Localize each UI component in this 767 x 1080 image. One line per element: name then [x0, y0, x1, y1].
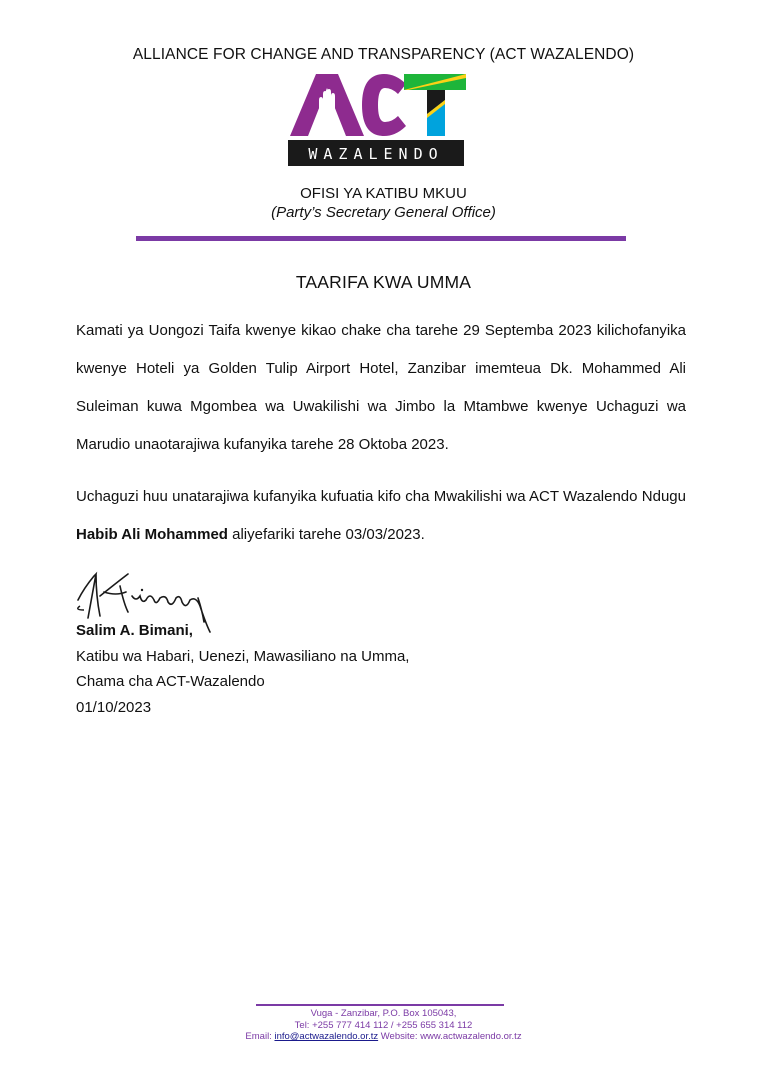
footer-address: Vuga - Zanzibar, P.O. Box 105043, [310, 1008, 457, 1019]
footer-email-link[interactable]: info@actwazalendo.or.tz [274, 1031, 379, 1042]
signatory-block [76, 618, 409, 720]
signatory-name: Salim A. Bimani, [76, 622, 193, 639]
footer-email-website [0, 1031, 767, 1043]
body-paragraph-1: Kamati ya Uongozi Taifa kwenye kikao chake cha tarehe 29 Septemba 2023 kilichofanyika kwenye Hoteli ya Golden Tulip Airport Hotel, Zanzibar imemteua Dk. Mohammed Ali Suleiman kuwa Mgombea wa Uwakilishi wa Jimbo la Mtambwe kwenye Uchaguzi wa Marudio unaotarajiwa kufanyika tarehe 28 Oktoba 2023. [76, 322, 686, 453]
document-date: 01/10/2023 [76, 698, 152, 716]
signatory-role: Katibu wa Habari, Uenezi, Mawasiliano na Umma, [76, 647, 410, 665]
footer-website: Website: www.actwazalendo.or.tz [378, 1031, 522, 1042]
footer-contact [0, 1008, 767, 1043]
header-divider [136, 236, 626, 241]
p2-text-before: Uchaguzi huu unatarajiwa kufanyika kufuatia kifo cha Mwakilishi wa ACT Wazalendo Ndugu [76, 488, 686, 505]
office-heading [0, 184, 767, 222]
act-wazalendo-logo [286, 70, 471, 168]
footer-email-label: Email: [245, 1031, 275, 1042]
p2-text-after: aliyefariki tarehe 03/03/2023. [227, 526, 425, 543]
office-subtitle: (Party’s Secretary General Office) [271, 204, 496, 221]
footer-telephone: Tel: +255 777 414 112 / +255 655 314 112 [294, 1019, 473, 1031]
signatory-organization: Chama cha ACT-Wazalendo [76, 673, 265, 690]
logo-subtext: WAZALENDO [308, 145, 444, 163]
document-title: TAARIFA KWA UMMA [295, 272, 472, 292]
deceased-name: Habib Ali Mohammed [76, 526, 228, 543]
logo-graphic [286, 70, 471, 168]
footer-divider [256, 1004, 504, 1006]
organization-name: ALLIANCE FOR CHANGE AND TRANSPARENCY (ACT WAZALENDO) [132, 46, 635, 63]
body-paragraph-2 [76, 478, 686, 554]
office-title: OFISI YA KATIBU MKUU [300, 185, 467, 202]
